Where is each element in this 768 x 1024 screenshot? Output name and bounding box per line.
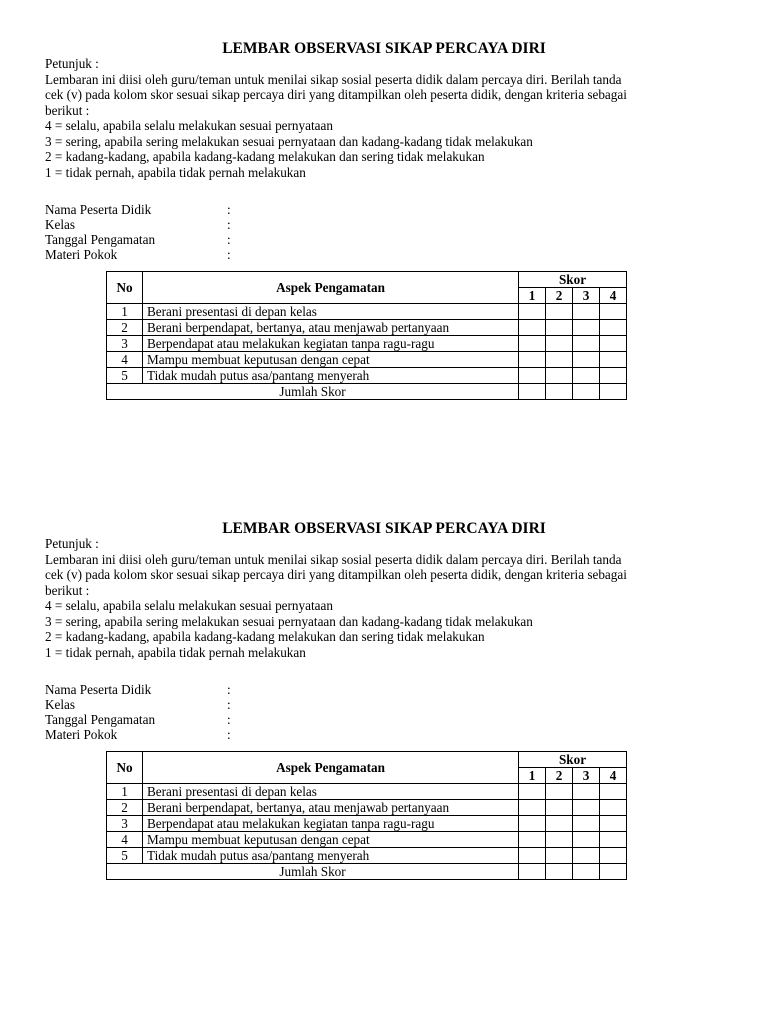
header-skor: Skor <box>519 752 627 768</box>
score-cell[interactable] <box>573 352 600 368</box>
total-label: Jumlah Skor <box>107 384 519 400</box>
table-header-row <box>107 752 627 768</box>
row-number: 5 <box>107 848 143 864</box>
instructions-line: cek (v) pada kolom skor sesuai sikap percaya diri yang ditampilkan oleh peserta didik, dengan kriteria sebagai <box>45 87 627 102</box>
field-separator: : <box>227 727 231 742</box>
header-no: No <box>107 752 143 784</box>
row-aspect: Berani presentasi di depan kelas <box>143 784 519 800</box>
table-row <box>107 320 627 336</box>
row-number: 1 <box>107 304 143 320</box>
score-cell[interactable] <box>573 320 600 336</box>
header-aspek: Aspek Pengamatan <box>143 272 519 304</box>
header-skor: Skor <box>519 272 627 288</box>
total-score-cell[interactable] <box>573 864 600 880</box>
score-cell[interactable] <box>519 336 546 352</box>
field-separator: : <box>227 697 231 712</box>
score-cell[interactable] <box>546 848 573 864</box>
observation-table <box>106 751 627 880</box>
score-cell[interactable] <box>519 304 546 320</box>
instructions-line: cek (v) pada kolom skor sesuai sikap percaya diri yang ditampilkan oleh peserta didik, dengan kriteria sebagai <box>45 567 627 582</box>
score-cell[interactable] <box>600 832 627 848</box>
score-cell[interactable] <box>546 368 573 384</box>
score-header: 3 <box>573 768 600 784</box>
total-score-cell[interactable] <box>600 384 627 400</box>
score-cell[interactable] <box>573 336 600 352</box>
total-score-cell[interactable] <box>546 864 573 880</box>
score-cell[interactable] <box>519 368 546 384</box>
instructions-heading: Petunjuk : <box>45 56 99 71</box>
row-number: 1 <box>107 784 143 800</box>
score-cell[interactable] <box>573 832 600 848</box>
score-cell[interactable] <box>519 848 546 864</box>
instructions <box>45 56 721 180</box>
score-cell[interactable] <box>600 800 627 816</box>
score-cell[interactable] <box>600 784 627 800</box>
field-label: Kelas <box>45 217 76 232</box>
score-cell[interactable] <box>546 336 573 352</box>
score-cell[interactable] <box>546 816 573 832</box>
field-label: Materi Pokok <box>45 247 118 262</box>
field-separator: : <box>227 217 231 232</box>
score-header: 1 <box>519 288 546 304</box>
row-number: 3 <box>107 336 143 352</box>
score-cell[interactable] <box>600 352 627 368</box>
total-score-cell[interactable] <box>573 384 600 400</box>
criteria-item: 3 = sering, apabila sering melakukan sesuai pernyataan dan kadang-kadang tidak melakukan <box>45 133 533 149</box>
score-cell[interactable] <box>546 800 573 816</box>
score-cell[interactable] <box>600 368 627 384</box>
row-number: 4 <box>107 352 143 368</box>
table-row <box>107 352 627 368</box>
score-cell[interactable] <box>600 320 627 336</box>
score-cell[interactable] <box>519 800 546 816</box>
total-score-cell[interactable] <box>600 864 627 880</box>
score-cell[interactable] <box>519 832 546 848</box>
score-cell[interactable] <box>573 800 600 816</box>
form-title: LEMBAR OBSERVASI SIKAP PERCAYA DIRI <box>222 40 546 57</box>
row-number: 2 <box>107 800 143 816</box>
score-header: 2 <box>546 768 573 784</box>
row-aspect: Berani berpendapat, bertanya, atau menjawab pertanyaan <box>143 320 519 336</box>
score-cell[interactable] <box>600 816 627 832</box>
header-aspek: Aspek Pengamatan <box>143 752 519 784</box>
field-separator: : <box>227 247 231 262</box>
score-cell[interactable] <box>600 848 627 864</box>
row-aspect: Tidak mudah putus asa/pantang menyerah <box>143 368 519 384</box>
row-aspect: Mampu membuat keputusan dengan cepat <box>143 832 519 848</box>
instructions-line: Lembaran ini diisi oleh guru/teman untuk menilai sikap sosial peserta didik dalam percaya diri. Berilah tanda <box>45 71 622 87</box>
score-cell[interactable] <box>519 816 546 832</box>
instructions-heading: Petunjuk : <box>45 536 99 551</box>
total-row <box>107 384 627 400</box>
score-cell[interactable] <box>573 848 600 864</box>
table-row <box>107 368 627 384</box>
score-cell[interactable] <box>519 352 546 368</box>
score-cell[interactable] <box>519 784 546 800</box>
row-number: 5 <box>107 368 143 384</box>
field-label: Kelas <box>45 697 76 712</box>
instructions-line: berikut : <box>45 582 90 598</box>
score-cell[interactable] <box>600 304 627 320</box>
criteria-item: 2 = kadang-kadang, apabila kadang-kadang melakukan dan sering tidak melakukan <box>45 629 485 644</box>
table-header-row <box>107 272 627 288</box>
criteria-item: 3 = sering, apabila sering melakukan sesuai pernyataan dan kadang-kadang tidak melakukan <box>45 613 533 629</box>
table-row <box>107 336 627 352</box>
score-cell[interactable] <box>573 784 600 800</box>
field-label: Nama Peserta Didik <box>45 682 152 697</box>
row-number: 2 <box>107 320 143 336</box>
criteria-item: 4 = selalu, apabila selalu melakukan sesuai pernyataan <box>45 598 333 613</box>
observation-table <box>106 271 627 400</box>
score-header: 4 <box>600 288 627 304</box>
score-header: 1 <box>519 768 546 784</box>
row-number: 3 <box>107 816 143 832</box>
score-cell[interactable] <box>546 320 573 336</box>
instructions-line: berikut : <box>45 102 90 118</box>
criteria-item: 1 = tidak pernah, apabila tidak pernah melakukan <box>45 644 306 660</box>
table-row <box>107 848 627 864</box>
field-label: Tanggal Pengamatan <box>45 232 156 247</box>
instructions <box>45 536 721 660</box>
score-cell[interactable] <box>546 352 573 368</box>
row-number: 4 <box>107 832 143 848</box>
instructions-line: Lembaran ini diisi oleh guru/teman untuk menilai sikap sosial peserta didik dalam percaya diri. Berilah tanda <box>45 551 622 567</box>
score-cell[interactable] <box>519 320 546 336</box>
row-aspect: Berani berpendapat, bertanya, atau menjawab pertanyaan <box>143 800 519 816</box>
score-cell[interactable] <box>600 336 627 352</box>
total-row <box>107 864 627 880</box>
field-label: Tanggal Pengamatan <box>45 712 156 727</box>
form-title: LEMBAR OBSERVASI SIKAP PERCAYA DIRI <box>222 520 546 537</box>
table-row <box>107 304 627 320</box>
criteria-item: 2 = kadang-kadang, apabila kadang-kadang melakukan dan sering tidak melakukan <box>45 149 485 164</box>
field-label: Nama Peserta Didik <box>45 202 152 217</box>
total-score-cell[interactable] <box>519 864 546 880</box>
row-aspect: Berpendapat atau melakukan kegiatan tanpa ragu-ragu <box>143 816 519 832</box>
score-cell[interactable] <box>546 784 573 800</box>
criteria-item: 4 = selalu, apabila selalu melakukan sesuai pernyataan <box>45 118 333 133</box>
score-cell[interactable] <box>573 816 600 832</box>
score-cell[interactable] <box>546 304 573 320</box>
header-no: No <box>107 272 143 304</box>
field-separator: : <box>227 232 231 247</box>
score-cell[interactable] <box>573 368 600 384</box>
score-header: 4 <box>600 768 627 784</box>
criteria-item: 1 = tidak pernah, apabila tidak pernah melakukan <box>45 164 306 180</box>
table-row <box>107 800 627 816</box>
field-separator: : <box>227 682 231 697</box>
table-row <box>107 832 627 848</box>
field-label: Materi Pokok <box>45 727 118 742</box>
field-separator: : <box>227 202 231 217</box>
row-aspect: Mampu membuat keputusan dengan cepat <box>143 352 519 368</box>
total-score-cell[interactable] <box>546 384 573 400</box>
row-aspect: Berani presentasi di depan kelas <box>143 304 519 320</box>
score-header: 2 <box>546 288 573 304</box>
score-header: 3 <box>573 288 600 304</box>
total-score-cell[interactable] <box>519 384 546 400</box>
score-cell[interactable] <box>573 304 600 320</box>
table-row <box>107 784 627 800</box>
total-label: Jumlah Skor <box>107 864 519 880</box>
score-cell[interactable] <box>546 832 573 848</box>
row-aspect: Berpendapat atau melakukan kegiatan tanpa ragu-ragu <box>143 336 519 352</box>
field-separator: : <box>227 712 231 727</box>
row-aspect: Tidak mudah putus asa/pantang menyerah <box>143 848 519 864</box>
table-row <box>107 816 627 832</box>
